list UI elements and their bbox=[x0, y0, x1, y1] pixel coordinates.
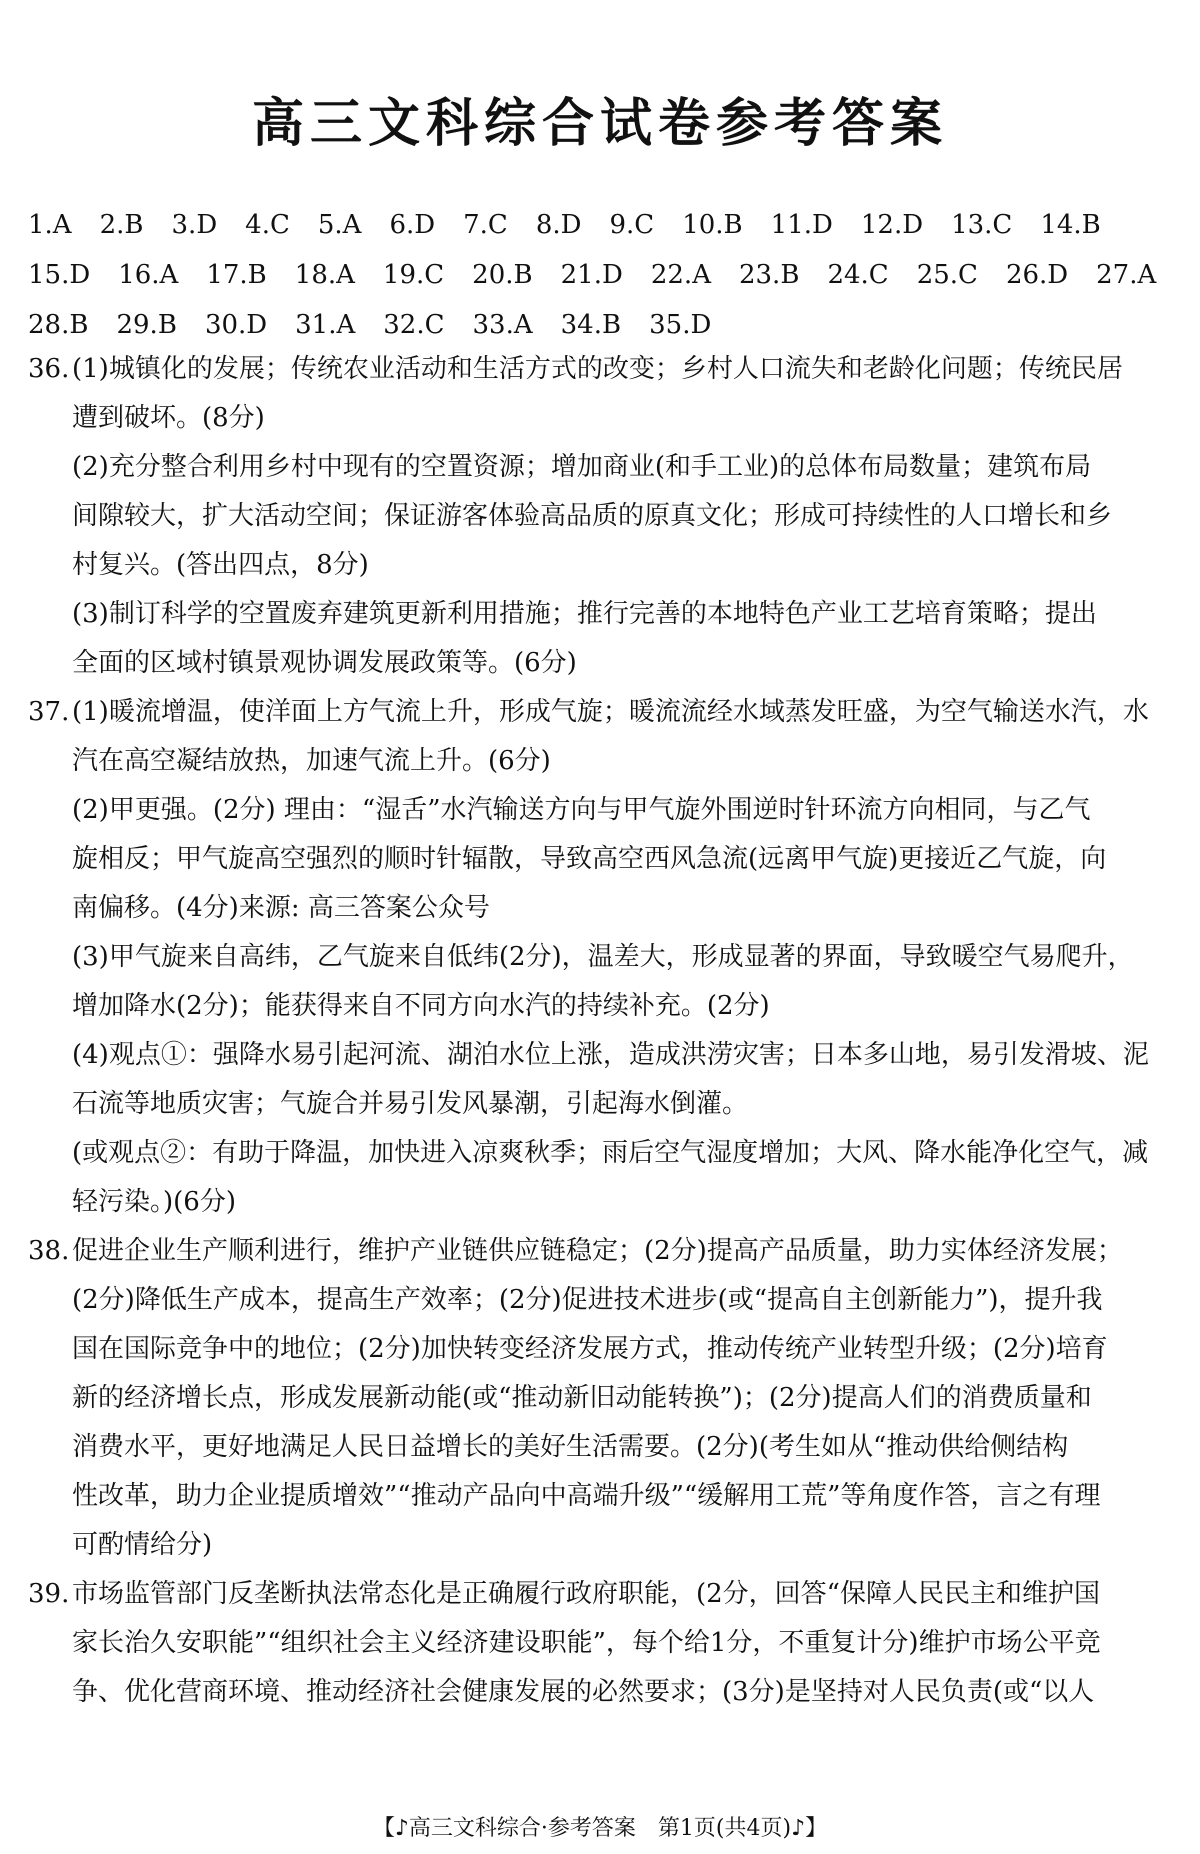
answer-item: 26.D bbox=[1005, 260, 1069, 290]
answer-item: 30.D bbox=[204, 310, 268, 340]
answer-line: 间隙较大，扩大活动空间；保证游客体验高品质的原真文化；形成可持续性的人口增长和乡 bbox=[72, 501, 1113, 531]
answer-line: 遭到破坏。(8分) bbox=[72, 403, 265, 433]
answer-item: 19.C bbox=[382, 260, 445, 290]
footer-left-mark: 【♪ bbox=[372, 1816, 409, 1841]
answer-item: 6.D bbox=[389, 210, 436, 240]
answer-line: (2)充分整合利用乡村中现有的空置资源；增加商业(和手工业)的总体布局数量；建筑布局 bbox=[72, 452, 1092, 482]
answer-item: 25.C bbox=[916, 260, 978, 290]
answer-line: 旋相反；甲气旋高空强烈的顺时针辐散，导致高空西风急流(远离甲气旋)更接近乙气旋，向 bbox=[72, 844, 1107, 874]
answer-line: 可酌情给分) bbox=[72, 1530, 213, 1560]
answer-row bbox=[28, 200, 1178, 250]
answer-line: 汽在高空凝结放热，加速气流上升。(6分) bbox=[72, 746, 551, 776]
answer-line: 新的经济增长点，形成发展新动能(或“推动新旧动能转换”)；(2分)提高人们的消费质量和 bbox=[72, 1383, 1092, 1413]
answer-item: 9.C bbox=[609, 210, 655, 240]
answer-item: 27.A bbox=[1096, 260, 1157, 290]
answer-item: 1.A bbox=[28, 210, 72, 240]
answer-line: 性改革，助力企业提质增效”“推动产品向中高端升级”“缓解用工荒”等角度作答，言之有理 bbox=[72, 1481, 1101, 1511]
answer-line: (4)观点①：强降水易引起河流、湖泊水位上涨，造成洪涝灾害；日本多山地，易引发滑坡、泥 bbox=[72, 1040, 1149, 1070]
answer-line: 国在国际竞争中的地位；(2分)加快转变经济发展方式，推动传统产业转型升级；(2分)培育 bbox=[72, 1334, 1108, 1364]
answer-line: (2)甲更强。(2分) 理由：“湿舌”水汽输送方向与甲气旋外围逆时针环流方向相同，与乙气 bbox=[72, 795, 1091, 825]
answer-item: 18.A bbox=[294, 260, 355, 290]
answer-item: 12.D bbox=[860, 210, 924, 240]
answer-item: 7.C bbox=[463, 210, 508, 240]
answer-line: (3)甲气旋来自高纬，乙气旋来自低纬(2分)，温差大，形成显著的界面，导致暖空气易爬升， bbox=[72, 942, 1134, 972]
answer-line: 促进企业生产顺利进行，维护产业链供应链稳定；(2分)提高产品质量，助力实体经济发展； bbox=[72, 1236, 1123, 1266]
question-number: 37. bbox=[28, 697, 70, 727]
answer-line: 南偏移。(4分)来源: 高三答案公众号 bbox=[72, 893, 490, 923]
question-number: 36. bbox=[28, 354, 70, 384]
answer-item: 4.C bbox=[245, 210, 290, 240]
answer-row bbox=[28, 300, 1178, 350]
answer-line: 全面的区域村镇景观协调发展政策等。(6分) bbox=[72, 648, 577, 678]
answer-line: 增加降水(2分)；能获得来自不同方向水汽的持续补充。(2分) bbox=[72, 991, 770, 1021]
answer-item: 34.B bbox=[560, 310, 622, 340]
answer-line: (1)城镇化的发展；传统农业活动和生活方式的改变；乡村人口流失和老龄化问题；传统民居 bbox=[72, 354, 1123, 384]
answer-line: (3)制订科学的空置废弃建筑更新利用措施；推行完善的本地特色产业工艺培育策略；提出 bbox=[72, 599, 1097, 629]
answer-item: 28.B bbox=[28, 310, 89, 340]
answer-item: 13.C bbox=[951, 210, 1013, 240]
answer-item: 33.A bbox=[472, 310, 533, 340]
question-block bbox=[28, 1227, 1178, 1570]
answer-item: 2.B bbox=[99, 210, 144, 240]
answer-item: 22.A bbox=[650, 260, 711, 290]
answer-line: 石流等地质灾害；气旋合并易引发风暴潮，引起海水倒灌。 bbox=[72, 1089, 749, 1119]
answer-item: 29.B bbox=[116, 310, 177, 340]
answer-item: 3.D bbox=[171, 210, 218, 240]
question-block bbox=[28, 688, 1178, 1227]
question-answer-text bbox=[72, 688, 1178, 1227]
answer-item: 8.D bbox=[535, 210, 582, 240]
answer-item: 15.D bbox=[28, 260, 91, 290]
answer-item: 21.D bbox=[560, 260, 623, 290]
answer-item: 35.D bbox=[649, 310, 712, 340]
question-answer-text bbox=[72, 1227, 1178, 1570]
question-answer-text bbox=[72, 1570, 1178, 1717]
page-title: 高三文科综合试卷参考答案 bbox=[251, 94, 948, 154]
page-footer bbox=[0, 1814, 1200, 1844]
answer-item: 10.B bbox=[682, 210, 743, 240]
answer-item: 32.C bbox=[383, 310, 445, 340]
answer-item: 5.A bbox=[317, 210, 362, 240]
question-block bbox=[28, 345, 1178, 688]
question-number: 39. bbox=[28, 1579, 70, 1609]
question-answers bbox=[28, 345, 1178, 1717]
question-number: 38. bbox=[28, 1236, 70, 1266]
answer-line: (或观点②：有助于降温，加快进入凉爽秋季；雨后空气湿度增加；大风、降水能净化空气，减 bbox=[72, 1138, 1149, 1168]
answer-item: 31.A bbox=[295, 310, 356, 340]
answer-item: 11.D bbox=[770, 210, 833, 240]
answer-line: 市场监管部门反垄断执法常态化是正确履行政府职能，(2分，回答“保障人民民主和维护国 bbox=[72, 1579, 1100, 1609]
footer-right-mark: ♪】 bbox=[791, 1816, 828, 1841]
answer-line: 争、优化营商环境、推动经济社会健康发展的必然要求；(3分)是坚持对人民负责(或“以人 bbox=[72, 1677, 1095, 1707]
answer-line: 消费水平，更好地满足人民日益增长的美好生活需要。(2分)(考生如从“推动供给侧结构 bbox=[72, 1432, 1069, 1462]
answer-item: 14.B bbox=[1040, 210, 1101, 240]
answer-line: 村复兴。(答出四点，8分) bbox=[72, 550, 369, 580]
answer-row bbox=[28, 250, 1178, 300]
answer-item: 16.A bbox=[118, 260, 179, 290]
answer-item: 20.B bbox=[472, 260, 533, 290]
answer-line: (1)暖流增温，使洋面上方气流上升，形成气旋；暖流流经水域蒸发旺盛，为空气输送水汽，水 bbox=[72, 697, 1149, 727]
question-answer-text bbox=[72, 345, 1178, 688]
answer-line: (2分)降低生产成本，提高生产效率；(2分)促进技术进步(或“提高自主创新能力”)，提升我 bbox=[72, 1285, 1103, 1315]
question-block bbox=[28, 1570, 1178, 1717]
answer-item: 17.B bbox=[206, 260, 267, 290]
answer-item: 23.B bbox=[738, 260, 800, 290]
answer-line: 家长治久安职能”“组织社会主义经济建设职能”，每个给1分，不重复计分)维护市场公平竞 bbox=[72, 1628, 1101, 1658]
footer-text: 高三文科综合·参考答案 第1页(共4页) bbox=[408, 1816, 792, 1841]
answer-item: 24.C bbox=[827, 260, 889, 290]
answer-line: 轻污染。)(6分) bbox=[72, 1187, 236, 1217]
multiple-choice-answers bbox=[28, 200, 1178, 350]
